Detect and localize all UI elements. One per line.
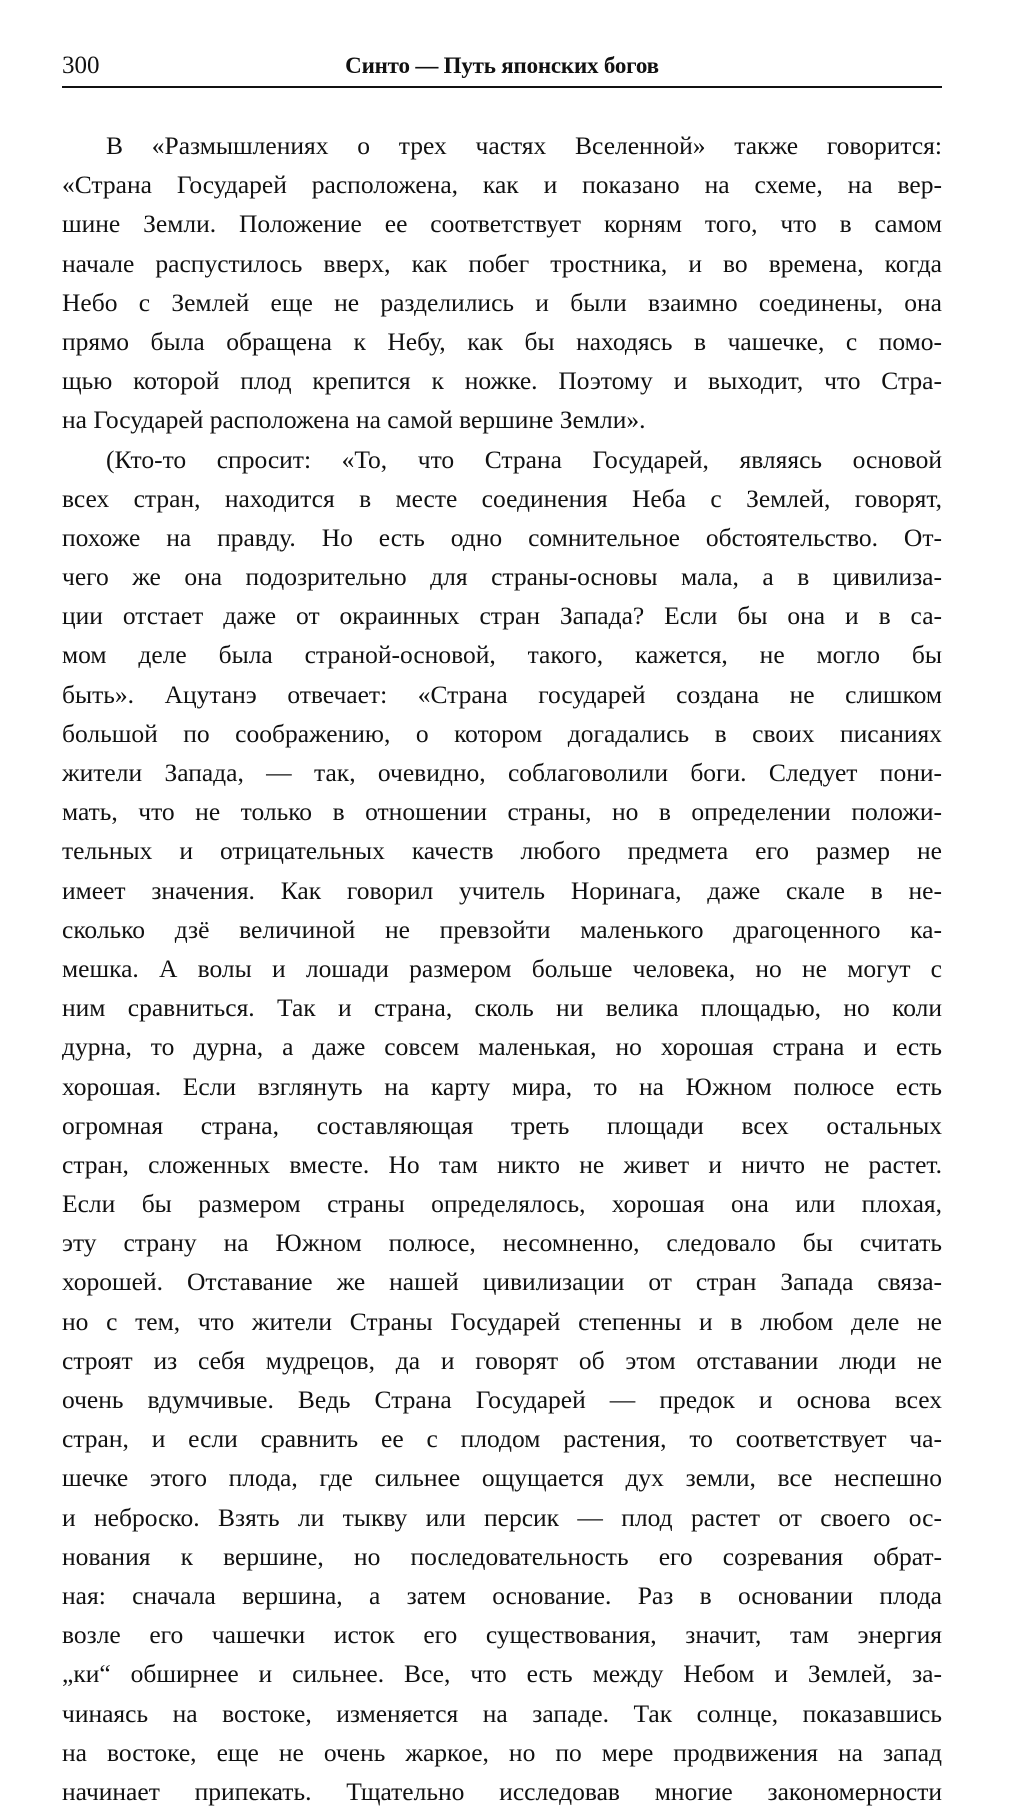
text-line: начинает припекать. Тщательно исследовав многие закономерности: [62, 1776, 942, 1806]
text-line: мать, что не только в отношении страны, но в определении положи-: [62, 797, 942, 827]
text-line: щью которой плод крепится к ножке. Поэтому и выходит, что Стра-: [62, 366, 942, 396]
body-text: [62, 126, 942, 1811]
text-line: всех стран, находится в месте соединения Неба с Землей, говорят,: [62, 483, 942, 513]
text-line: (Кто-то спросит: «То, что Страна Государей, являясь основой: [106, 444, 942, 474]
text-line: мом деле была страной-основой, такого, кажется, не могло бы: [62, 640, 942, 670]
text-line: возле его чашечки исток его существования, значит, там энергия: [62, 1620, 942, 1650]
text-line: Небо с Землей еще не разделились и были взаимно соединены, она: [62, 287, 942, 317]
text-line: имеет значения. Как говорил учитель Норинага, даже скале в не-: [62, 875, 942, 905]
text-line: шечке этого плода, где сильнее ощущается дух земли, все неспешно: [62, 1463, 942, 1493]
text-line: мешка. А волы и лошади размером больше человека, но не могут с: [62, 953, 942, 983]
text-line: прямо была обращена к Небу, как бы находясь в чашечке, с помо-: [62, 326, 942, 356]
text-line: но с тем, что жители Страны Государей степенны и в любом деле не: [62, 1306, 942, 1336]
text-line: «Страна Государей расположена, как и показано на схеме, на вер-: [62, 170, 942, 200]
book-page: [62, 50, 942, 1811]
text-line: „ки“ обширнее и сильнее. Все, что есть между Небом и Землей, за-: [62, 1659, 942, 1689]
text-line: и неброско. Взять ли тыкву или персик — плод растет от своего ос-: [62, 1502, 942, 1532]
text-line: чинаясь на востоке, изменяется на западе. Так солнце, показавшись: [62, 1698, 942, 1728]
page-header: [62, 50, 942, 88]
text-line: В «Размышлениях о трех частях Вселенной» также говорится:: [106, 131, 942, 160]
text-line: похоже на правду. Но есть одно сомнительное обстоятельство. От-: [62, 522, 942, 552]
text-line: нования к вершине, но последовательность его созревания обрат-: [62, 1541, 942, 1571]
text-line: большой по соображению, о котором догадались в своих писаниях: [62, 718, 942, 748]
text-line: стран, и если сравнить ее с плодом растения, то соответствует ча-: [62, 1424, 942, 1454]
text-line: хорошей. Отставание же нашей цивилизации от стран Запада связа-: [62, 1267, 942, 1297]
text-line: чего же она подозрительно для страны-основы мала, а в цивилиза-: [62, 562, 942, 592]
text-line: быть». Ацутанэ отвечает: «Страна государей создана не слишком: [62, 679, 942, 709]
text-line: сколько дзё величиной не превзойти маленького драгоценного ка-: [62, 914, 942, 944]
running-title: Синто — Путь японских богов: [345, 53, 659, 78]
text-line: ции отстает даже от окраинных стран Запада? Если бы она и в са-: [62, 601, 942, 631]
text-line: ним сравниться. Так и страна, сколь ни велика площадью, но коли: [62, 993, 942, 1023]
text-line: огромная страна, составляющая треть площади всех остальных: [62, 1110, 942, 1140]
text-line: очень вдумчивые. Ведь Страна Государей — предок и основа всех: [62, 1385, 942, 1414]
text-line: Если бы размером страны определялось, хорошая она или плохая,: [62, 1189, 942, 1219]
text-line: стран, сложенных вместе. Но там никто не живет и ничто не растет.: [62, 1149, 942, 1179]
text-line: тельных и отрицательных качеств любого предмета его размер не: [62, 836, 942, 866]
page-number: 300: [62, 52, 100, 79]
text-line: шине Земли. Положение ее соответствует корням того, что в самом: [62, 209, 942, 239]
text-line: на востоке, еще не очень жаркое, но по мере продвижения на запад: [62, 1737, 942, 1767]
text-line: хорошая. Если взглянуть на карту мира, то на Южном полюсе есть: [62, 1071, 942, 1101]
text-line: на Государей расположена на самой вершине Земли».: [62, 405, 646, 435]
text-line: эту страну на Южном полюсе, несомненно, следовало бы считать: [62, 1228, 942, 1258]
text-line: начале распустилось вверх, как побег тростника, и во времена, когда: [62, 248, 942, 278]
text-line: дурна, то дурна, а даже совсем маленькая, но хорошая страна и есть: [62, 1032, 942, 1062]
text-line: жители Запада, — так, очевидно, соблаговолили боги. Следует пони-: [62, 758, 942, 787]
text-line: строят из себя мудрецов, да и говорят об этом отставании люди не: [62, 1345, 942, 1375]
text-line: ная: сначала вершина, а затем основание. Раз в основании плода: [62, 1580, 942, 1610]
